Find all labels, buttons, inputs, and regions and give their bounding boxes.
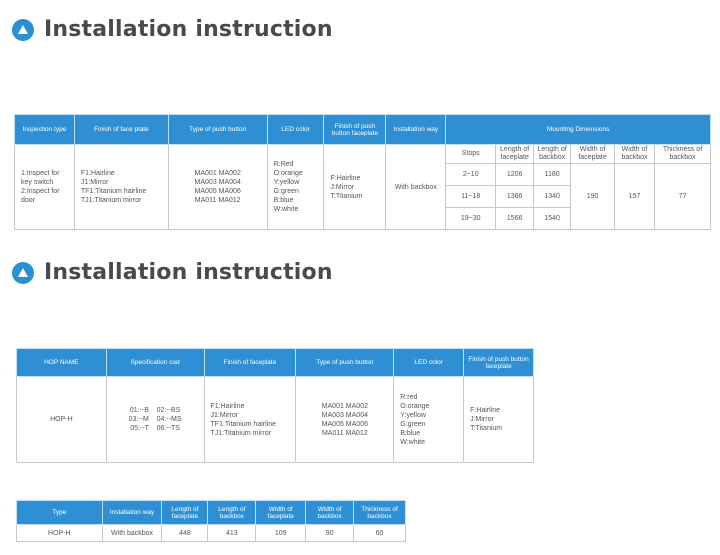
header-finish-faceplate: Finish of faceplate xyxy=(204,349,296,377)
button-finish-line: T:Titanium xyxy=(470,425,503,432)
header-width-faceplate: Width of faceplate xyxy=(256,501,306,525)
button-type-line: MA005 MA006 xyxy=(321,420,368,428)
subheader-length-faceplate: Length of faceplate xyxy=(496,145,534,164)
finish-face-plate-cell xyxy=(74,145,168,230)
header-inspection-type: Inspection type xyxy=(15,115,75,145)
led-color-line: G:green xyxy=(273,188,299,195)
thickness-backbox-cell: 60 xyxy=(354,525,406,542)
installation-table-2 xyxy=(16,348,534,463)
length-backbox-cell: 1180 xyxy=(534,164,571,186)
stops-cell: 2~10 xyxy=(446,164,496,186)
length-faceplate-cell: 1206 xyxy=(496,164,534,186)
button-finish-line: F:Hairline xyxy=(330,174,361,182)
led-color-line: R:Red xyxy=(273,161,294,168)
header-thickness-backbox: Thickness of backbox xyxy=(354,501,406,525)
installation-table-1 xyxy=(14,114,711,230)
header-button-faceplate-finish: Finish of push button faceplate xyxy=(464,349,534,377)
width-faceplate-cell: 109 xyxy=(256,525,306,542)
installation-table-3 xyxy=(16,500,406,542)
button-finish-line: J:Mirror xyxy=(330,183,355,191)
triangle-up-icon xyxy=(12,19,34,41)
subheader-width-faceplate: Width of faceplate xyxy=(571,145,615,164)
length-backbox-cell: 1340 xyxy=(534,186,571,208)
installation-way-cell: With backbox xyxy=(102,525,162,542)
stops-cell: 11~18 xyxy=(446,186,496,208)
heading-text: Installation instruction xyxy=(44,260,333,285)
length-faceplate-cell: 1566 xyxy=(496,208,534,230)
inspection-type-line: 2:Inspect for door xyxy=(21,188,60,204)
length-faceplate-cell: 448 xyxy=(162,525,208,542)
button-type-line: MA003 MA004 xyxy=(321,411,368,419)
width-backbox-cell: 90 xyxy=(306,525,354,542)
inspection-type-cell xyxy=(15,145,75,230)
header-led-color: LED color xyxy=(394,349,464,377)
finish-line: TJ1:Titanium mirror xyxy=(80,197,142,204)
finish-line: J1:Mirror xyxy=(80,179,109,186)
section-heading-1 xyxy=(12,17,333,42)
header-installation-way: Installation way xyxy=(102,501,162,525)
type-cell: HOP-H xyxy=(17,525,103,542)
header-type: Type xyxy=(17,501,103,525)
header-hop-name: HOP NAME xyxy=(17,349,107,377)
button-faceplate-finish-cell xyxy=(324,145,386,230)
finish-line: F1:Hairline xyxy=(210,402,245,410)
button-finish-line: T:Titanium xyxy=(330,192,363,200)
header-finish-face-plate: Finish of face plate xyxy=(74,115,168,145)
led-color-line: O:orange xyxy=(400,402,430,410)
led-color-line: O:orange xyxy=(273,170,303,177)
length-backbox-cell: 413 xyxy=(208,525,256,542)
inspection-type-line: 1:Inspect for key switch xyxy=(21,170,60,186)
header-button-faceplate-finish: Finish of push button faceplate xyxy=(324,115,386,145)
button-finish-line: J:Mirror xyxy=(470,416,494,423)
section-heading-2 xyxy=(12,260,333,285)
width-backbox-cell: 157 xyxy=(615,164,655,230)
led-color-line: Y:yellow xyxy=(273,179,300,186)
finish-line: J1:Mirror xyxy=(210,411,239,419)
header-specification-code: Specification cod xyxy=(106,349,204,377)
led-color-cell xyxy=(267,145,324,230)
button-type-line: MA003 MA004 xyxy=(194,179,241,186)
led-color-line: R:red xyxy=(400,393,418,401)
led-color-line: G:green xyxy=(400,420,426,428)
header-push-button-type: Type of push button xyxy=(296,349,394,377)
led-color-line: Y:yellow xyxy=(400,411,426,419)
heading-text: Installation instruction xyxy=(44,17,333,42)
subheader-length-backbox: Length of backbox xyxy=(534,145,571,164)
triangle-up-icon xyxy=(12,262,34,284)
push-button-type-cell xyxy=(296,377,394,463)
hop-name-cell: HOP-H xyxy=(17,377,107,463)
led-color-line: W:white xyxy=(400,438,426,446)
subheader-stops: Stops xyxy=(446,145,496,164)
header-push-button-type: Type of push button xyxy=(168,115,267,145)
header-led-color: LED color xyxy=(267,115,324,145)
length-faceplate-cell: 1366 xyxy=(496,186,534,208)
button-type-line: MA001 MA002 xyxy=(194,170,241,177)
button-type-line: MA001 MA002 xyxy=(321,402,368,410)
finish-faceplate-cell xyxy=(204,377,296,463)
spec-code-line: 05:--T 06:--TS xyxy=(130,425,180,432)
subheader-thickness-backbox: Thickness of backbox xyxy=(655,145,711,164)
finish-line: TF1:Titanium hairline xyxy=(210,420,277,428)
finish-line: F1:Hairline xyxy=(80,170,115,177)
subheader-width-backbox: Width of backbox xyxy=(615,145,655,164)
finish-line: TF1:Titanium hairline xyxy=(80,188,147,195)
button-finish-line: F:Hairline xyxy=(470,407,501,414)
stops-cell: 19~30 xyxy=(446,208,496,230)
push-button-type-cell xyxy=(168,145,267,230)
spec-code-cell xyxy=(106,377,204,463)
led-color-line: W:white xyxy=(273,206,299,213)
led-color-cell xyxy=(394,377,464,463)
finish-line: TJ1:Titanium mirror xyxy=(210,429,271,437)
thickness-backbox-cell: 77 xyxy=(655,164,711,230)
button-type-line: MA011 MA012 xyxy=(194,197,241,204)
length-backbox-cell: 1540 xyxy=(534,208,571,230)
header-width-backbox: Width of backbox xyxy=(306,501,354,525)
spec-code-line: 03:--M 04:--MS xyxy=(128,416,182,423)
width-faceplate-cell: 190 xyxy=(571,164,615,230)
installation-way-cell: With backbox xyxy=(386,145,446,230)
header-length-backbox: Length of backbox xyxy=(208,501,256,525)
spec-code-line: 01:--B 02:--BS xyxy=(129,407,181,414)
header-mounting-dimensions: Mounting Dimensions xyxy=(446,115,711,145)
header-length-faceplate: Length of faceplate xyxy=(162,501,208,525)
header-installation-way: Installation way xyxy=(386,115,446,145)
button-type-line: MA011 MA012 xyxy=(321,429,368,437)
led-color-line: B:blue xyxy=(273,197,294,204)
button-faceplate-finish-cell xyxy=(464,377,534,463)
button-type-line: MA005 MA006 xyxy=(194,188,241,195)
led-color-line: B:blue xyxy=(400,429,421,437)
